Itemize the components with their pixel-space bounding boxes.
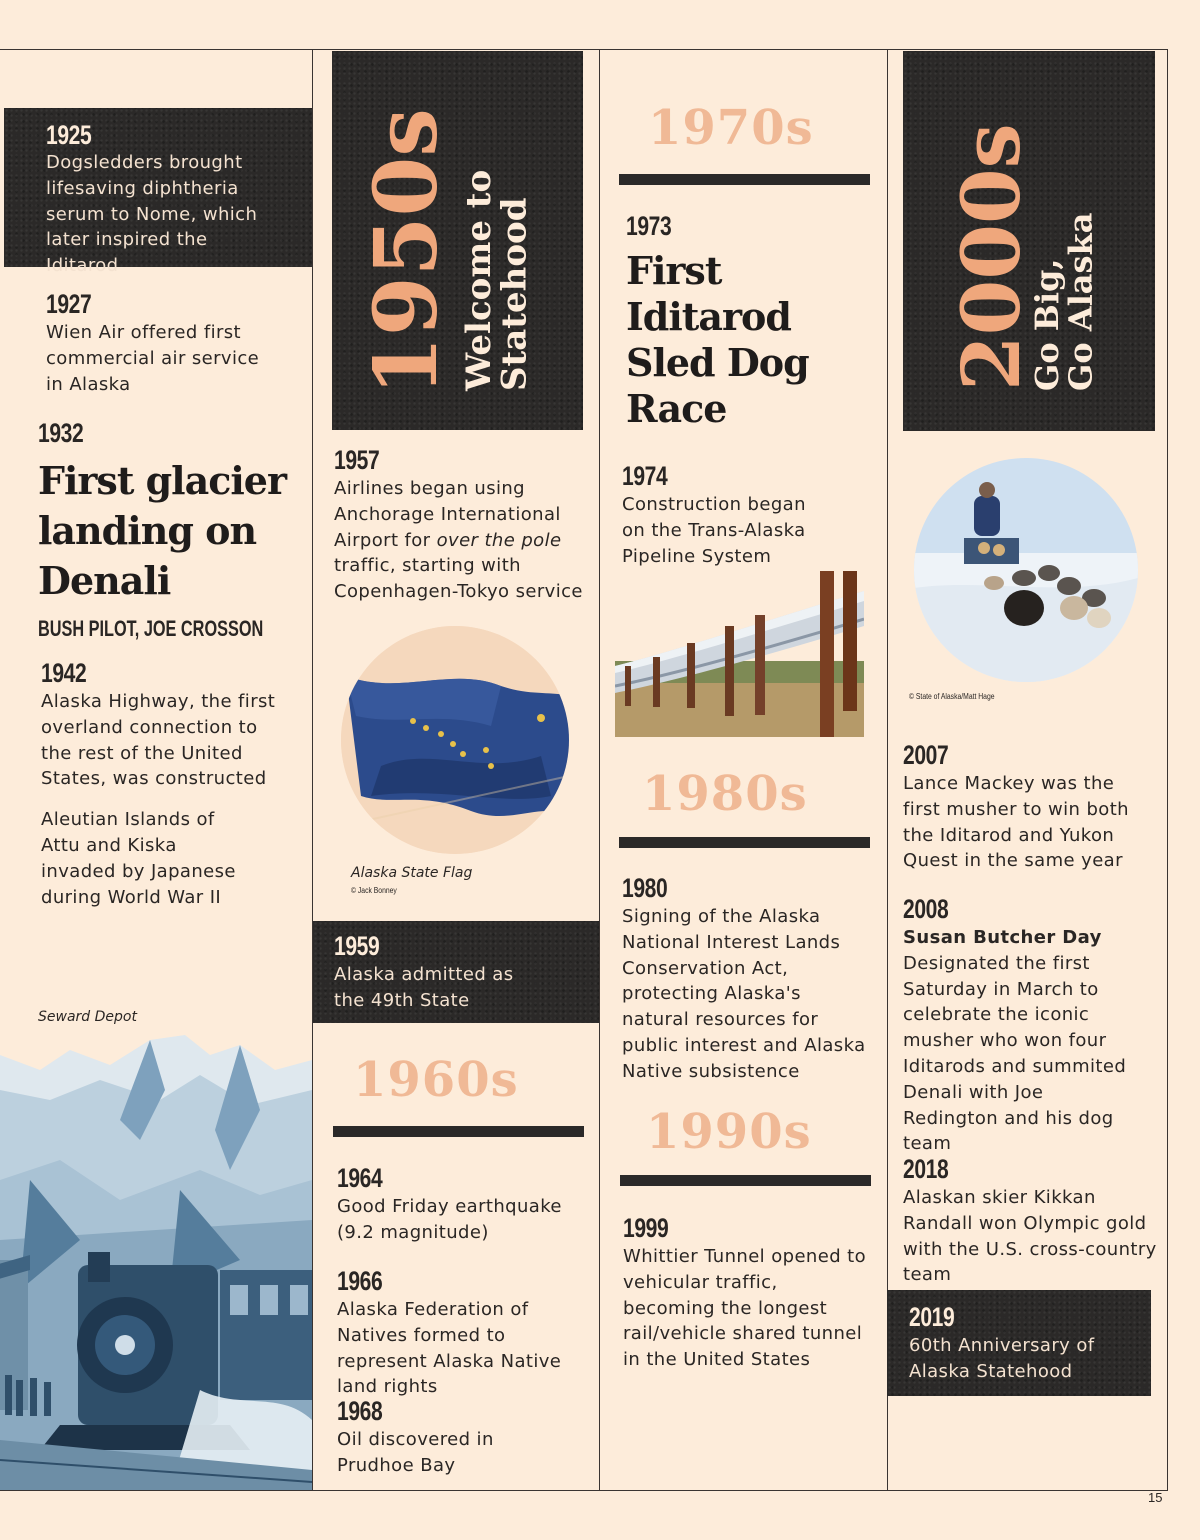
alaska-flag-image (341, 626, 569, 854)
bottom-rule (0, 1490, 1168, 1491)
event-year: 1932 (38, 418, 84, 448)
event-text: Designated the first Saturday in March to celebrate the iconic musher who won four Iditarods and summited Denali with Joe Redington and his dog team (903, 952, 1127, 1155)
flag-credit: © Jack Bonney (351, 886, 397, 895)
photo-caption: Seward Depot (38, 1009, 137, 1025)
event-year: 1942 (41, 658, 87, 688)
event-text: Oil discovered in Prudhoe Bay (337, 1429, 494, 1476)
event-year: 1964 (337, 1163, 383, 1193)
event-1959-panel (313, 921, 599, 1023)
event-text: Alaska Highway, the first overland connection to the rest of the United States, was constructed (41, 691, 276, 790)
decade-1990s-heading: 1990s (646, 1104, 812, 1160)
decade-subtitle: Go Big, Go Alaska (1028, 212, 1100, 391)
event-headline: First Iditarod Sled Dog Race (626, 248, 809, 431)
decade-1970s-heading: 1970s (648, 100, 814, 156)
event-year: 2007 (903, 740, 949, 770)
event-year: 2018 (903, 1154, 949, 1184)
decade-heading: 2000s (944, 123, 1038, 391)
event-text: Alaska admitted as the 49th State (334, 964, 514, 1011)
flag-caption: Alaska State Flag (351, 865, 473, 881)
column-divider-1 (312, 49, 313, 1491)
event-1964 (337, 1163, 592, 1246)
event-text: Signing of the Alaska National Interest Lands Conservation Act, protecting Alaska's natural resources for public interest and Alaska Native subsistence (622, 906, 866, 1082)
event-text (334, 476, 584, 605)
event-2007 (903, 740, 1163, 874)
event-1927 (46, 289, 296, 397)
iditarod-musher-photo (914, 458, 1138, 682)
decade-1970s-bar (619, 174, 870, 185)
event-text-part: traffic, starting with Copenhagen-Tokyo service (334, 555, 583, 603)
event-2008 (903, 894, 1163, 1157)
event-year: 1980 (622, 873, 668, 903)
event-1932 (38, 418, 308, 642)
pipeline-photo (615, 571, 864, 737)
decade-1980s-heading: 1980s (642, 766, 808, 822)
event-1925-panel (4, 108, 312, 277)
decade-1990s-bar (620, 1175, 871, 1186)
event-text: Dogsledders brought lifesaving diphtheria serum to Nome, which later inspired the Iditarod (46, 152, 258, 277)
event-text: Aleutian Islands of Attu and Kiska invaded by Japanese during World War II (41, 809, 236, 908)
event-1973 (626, 211, 876, 432)
event-1957 (334, 445, 594, 605)
event-year: 1966 (337, 1266, 383, 1296)
event-text: Wien Air offered first commercial air service in Alaska (46, 322, 260, 395)
event-1942 (41, 658, 306, 910)
decade-1960s-bar (333, 1126, 584, 1137)
event-year: 2008 (903, 894, 949, 924)
event-year: 1925 (46, 120, 92, 150)
event-year: 1927 (46, 289, 92, 319)
seward-depot-photo (0, 1030, 312, 1490)
column-divider-4 (1167, 49, 1168, 1491)
event-year: 2019 (909, 1302, 955, 1332)
event-1966 (337, 1266, 595, 1400)
event-1999 (623, 1213, 878, 1373)
event-headline: First glacier landing on Denali (38, 458, 287, 603)
decade-subtitle: Welcome to Statehood (459, 169, 535, 391)
decade-1950s-banner (332, 51, 583, 430)
event-text: Lance Mackey was the first musher to win both the Iditarod and Yukon Quest in the same year (903, 773, 1129, 872)
column-divider-3 (887, 49, 888, 1491)
event-title: Susan Butcher Day (903, 927, 1102, 948)
event-text-part: Airlines began using Anchorage International Airport for (334, 478, 561, 551)
photo-credit: © State of Alaska/Matt Hage (909, 692, 995, 701)
event-1968 (337, 1396, 592, 1479)
event-year: 1959 (334, 931, 380, 961)
event-year: 1974 (622, 461, 668, 491)
event-year: 1973 (626, 211, 672, 241)
page-number: 15 (1148, 1490, 1163, 1505)
event-2018 (903, 1154, 1165, 1288)
event-text: 60th Anniversary of Alaska Statehood (909, 1335, 1095, 1382)
event-text: Alaska Federation of Natives formed to represent Alaska Native land rights (337, 1299, 562, 1398)
event-2019-panel (887, 1290, 1151, 1396)
top-rule (0, 49, 1168, 50)
event-1980 (622, 873, 877, 1085)
event-text: Whittier Tunnel opened to vehicular traffic, becoming the longest rail/vehicle shared tunnel in the United States (623, 1246, 867, 1371)
event-year: 1999 (623, 1213, 669, 1243)
event-year: 1957 (334, 445, 380, 475)
event-1974 (622, 461, 877, 569)
event-text: Alaskan skier Kikkan Randall won Olympic gold with the U.S. cross-country team (903, 1187, 1157, 1286)
decade-1960s-heading: 1960s (353, 1052, 519, 1108)
decade-heading: 1950s (356, 108, 457, 396)
event-text: Construction began on the Trans-Alaska Pipeline System (622, 494, 806, 567)
decade-1980s-bar (619, 837, 870, 848)
event-byline: BUSH PILOT, JOE CROSSON (38, 616, 264, 641)
column-divider-2 (599, 49, 600, 1491)
event-text: Good Friday earthquake (9.2 magnitude) (337, 1196, 562, 1243)
event-text-emphasis: over the pole (436, 529, 562, 551)
event-year: 1968 (337, 1396, 383, 1426)
decade-2000s-banner (903, 51, 1155, 431)
